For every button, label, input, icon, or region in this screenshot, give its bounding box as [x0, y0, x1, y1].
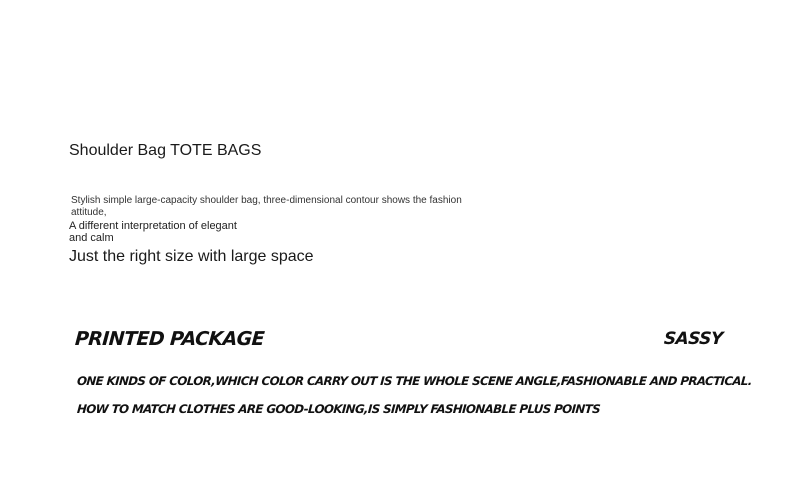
- banner-line-2: HOW TO MATCH CLOTHES ARE GOOD-LOOKING,IS SIMPLY FASHIONABLE PLUS POINTS: [76, 402, 601, 416]
- banner-line-1: ONE KINDS OF COLOR,WHICH COLOR CARRY OUT IS THE WHOLE SCENE ANGLE,FASHIONABLE AND PRACTICAL.: [76, 374, 753, 388]
- product-description-large: Just the right size with large space: [69, 248, 314, 265]
- product-description-small: Stylish simple large-capacity shoulder bag, three-dimensional contour shows the fashion attitude,: [71, 195, 462, 218]
- product-description-mid: A different interpretation of elegant and calm: [69, 220, 237, 244]
- banner-brand: SASSY: [663, 329, 724, 349]
- banner-heading: PRINTED PACKAGE: [74, 328, 265, 350]
- product-title: Shoulder Bag TOTE BAGS: [69, 142, 262, 159]
